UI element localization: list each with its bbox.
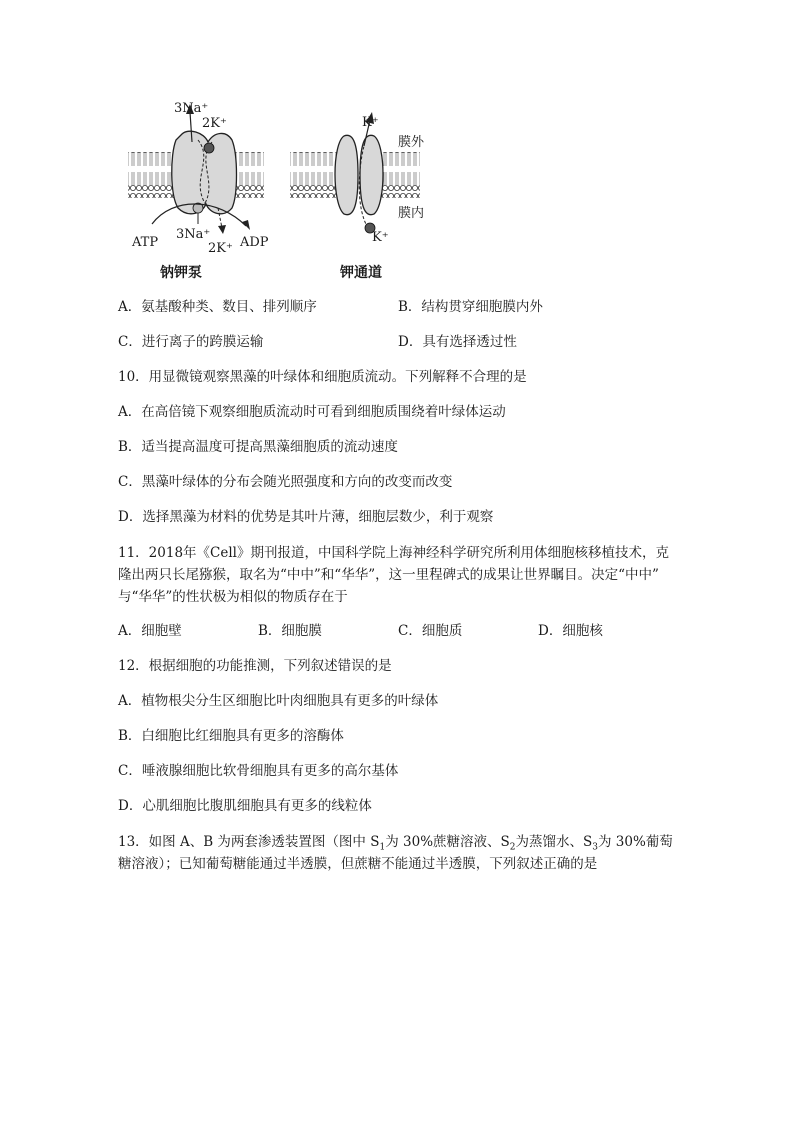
q11-option-a: A．细胞壁 [118, 623, 182, 639]
q10-option-c: C．黑藻叶绿体的分布会随光照强度和方向的改变而改变 [118, 474, 453, 490]
q11-stem-line2: 隆出两只长尾猕猴，取名为“中中”和“华华”，这一里程碑式的成果让世界瞩目。决定“中中” [118, 567, 659, 583]
q11-stem-line3: 与“华华”的性状极为相似的物质存在于 [118, 589, 348, 605]
q13-sub3: 3 [592, 842, 598, 853]
label-atp: ATP [132, 235, 159, 250]
q12-option-a: A．植物根尖分生区细胞比叶肉细胞具有更多的叶绿体 [118, 693, 439, 709]
label-k-in: 2K⁺ [208, 241, 233, 256]
label-k-out: 2K⁺ [202, 116, 227, 131]
label-k-channel-bottom: K⁺ [372, 230, 389, 245]
q13-sub1: 1 [379, 842, 386, 853]
label-inside: 膜内 [398, 206, 425, 221]
q10-option-b: B．适当提高温度可提高黑藻细胞质的流动速度 [118, 439, 398, 455]
label-adp: ADP [240, 235, 269, 250]
q10-option-d: D．选择黑藻为材料的优势是其叶片薄，细胞层数少，利于观察 [118, 509, 494, 525]
q10-option-a: A．在高倍镜下观察细胞质流动时可看到细胞质围绕着叶绿体运动 [118, 404, 506, 420]
q9-option-a: A．氨基酸种类、数目、排列顺序 [118, 299, 317, 315]
k-ion-outside [204, 143, 214, 153]
channel-membrane-left [290, 152, 342, 198]
q12-option-b: B．白细胞比红细胞具有更多的溶酶体 [118, 728, 344, 744]
q12-option-d: D．心肌细胞比腹肌细胞具有更多的线粒体 [118, 798, 372, 814]
membrane-protein-figure [118, 100, 448, 285]
q13-stem-line2: 糖溶液）；已知葡萄糖能通过半透膜，但蔗糖不能通过半透膜，下列叙述正确的是 [118, 856, 598, 872]
q9-option-d: D．具有选择透过性 [398, 334, 517, 350]
q13-part2: 为 30%蔗糖溶液、S [385, 834, 510, 850]
q9-option-c: C．进行离子的跨膜运输 [118, 334, 264, 350]
label-k-channel-top: K⁺ [362, 115, 379, 130]
caption-channel: 钾通道 [340, 265, 382, 281]
q13-part4: 为 30%葡萄 [597, 834, 673, 850]
label-outside: 膜外 [398, 135, 425, 150]
caption-pump: 钠钾泵 [160, 265, 202, 281]
membrane-diagram [118, 100, 448, 285]
q13-part3: 为蒸馏水、S [515, 834, 593, 850]
q11-option-c: C．细胞质 [398, 623, 463, 639]
q11-option-d: D．细胞核 [538, 623, 603, 639]
q13-sub2: 2 [509, 842, 516, 853]
q11-option-b: B．细胞膜 [258, 623, 322, 639]
q12-stem: 12．根据细胞的功能推测，下列叙述错误的是 [118, 658, 392, 674]
pump-protein [172, 131, 237, 214]
label-na-in: 3Na⁺ [176, 227, 211, 242]
q10-stem: 10．用显微镜观察黑藻的叶绿体和细胞质流动。下列解释不合理的是 [118, 369, 527, 385]
q13-part1: 13．如图 A、B 为两套渗透装置图（图中 S [118, 834, 380, 850]
q11-stem-line1: 11．2018年《Cell》期刊报道，中国科学院上海神经科学研究所利用体细胞核移植技术，克 [118, 545, 669, 561]
q12-option-c: C．唾液腺细胞比软骨细胞具有更多的高尔基体 [118, 763, 399, 779]
channel-protein-left [335, 135, 358, 214]
pump-membrane-left [128, 152, 178, 198]
q9-option-b: B．结构贯穿细胞膜内外 [398, 299, 543, 315]
label-na-out: 3Na⁺ [174, 101, 209, 116]
